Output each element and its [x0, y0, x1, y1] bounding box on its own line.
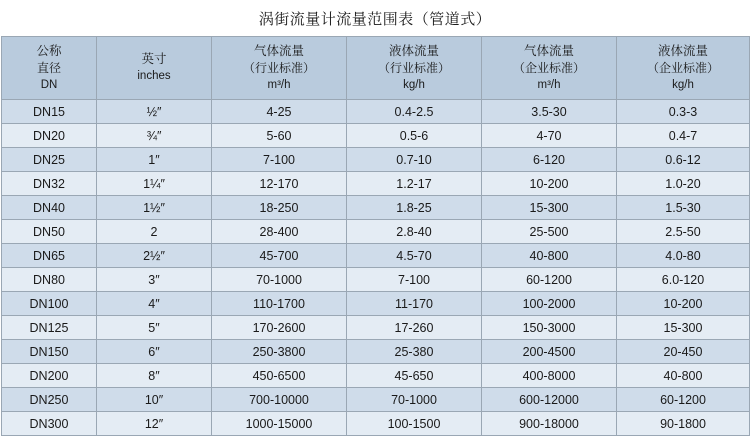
header-line-1: 液体流量 — [388, 43, 439, 58]
cell-gas-flow-enterprise: 600-12000 — [482, 388, 617, 412]
cell-gas-flow-enterprise: 25-500 — [482, 220, 617, 244]
cell-gas-flow-enterprise: 10-200 — [482, 172, 617, 196]
cell-inches: 10″ — [97, 388, 212, 412]
table-row — [2, 172, 750, 196]
cell-inches: 3″ — [97, 268, 212, 292]
table-row — [2, 244, 750, 268]
cell-gas-flow-industry: 1000-15000 — [212, 412, 347, 436]
table-row — [2, 100, 750, 124]
header-line-1: 气体流量 — [523, 43, 574, 58]
cell-liquid-flow-industry: 2.8-40 — [347, 220, 482, 244]
table-header — [2, 37, 750, 100]
cell-inches: 6″ — [97, 340, 212, 364]
cell-inches: 12″ — [97, 412, 212, 436]
table-header-row — [2, 37, 750, 100]
cell-liquid-flow-enterprise: 10-200 — [617, 292, 750, 316]
cell-gas-flow-industry: 450-6500 — [212, 364, 347, 388]
cell-nominal-diameter: DN50 — [2, 220, 97, 244]
table-body — [2, 100, 750, 436]
cell-liquid-flow-enterprise: 1.5-30 — [617, 196, 750, 220]
cell-inches: 1½″ — [97, 196, 212, 220]
header-line-1: 液体流量 — [657, 43, 708, 58]
cell-inches: 5″ — [97, 316, 212, 340]
page-title: 涡街流量计流量范围表（管道式） — [258, 11, 492, 28]
table-row — [2, 388, 750, 412]
cell-gas-flow-enterprise: 150-3000 — [482, 316, 617, 340]
cell-nominal-diameter: DN20 — [2, 124, 97, 148]
cell-inches: ¾″ — [97, 124, 212, 148]
cell-inches: 2½″ — [97, 244, 212, 268]
table-row — [2, 292, 750, 316]
cell-gas-flow-industry: 18-250 — [212, 196, 347, 220]
table-row — [2, 364, 750, 388]
cell-liquid-flow-enterprise: 0.3-3 — [617, 100, 750, 124]
cell-inches: 4″ — [97, 292, 212, 316]
header-line-2: （行业标准） — [377, 60, 450, 75]
cell-gas-flow-enterprise: 100-2000 — [482, 292, 617, 316]
cell-gas-flow-industry: 170-2600 — [212, 316, 347, 340]
header-line-3: kg/h — [403, 78, 425, 91]
header-line-1: 英寸 — [141, 52, 167, 66]
cell-nominal-diameter: DN80 — [2, 268, 97, 292]
column-header-inches — [97, 37, 212, 100]
cell-inches: ½″ — [97, 100, 212, 124]
table-row — [2, 412, 750, 436]
cell-gas-flow-industry: 70-1000 — [212, 268, 347, 292]
cell-gas-flow-industry: 45-700 — [212, 244, 347, 268]
cell-nominal-diameter: DN40 — [2, 196, 97, 220]
cell-liquid-flow-industry: 100-1500 — [347, 412, 482, 436]
cell-liquid-flow-enterprise: 20-450 — [617, 340, 750, 364]
flow-range-table — [1, 36, 750, 436]
cell-liquid-flow-enterprise: 90-1800 — [617, 412, 750, 436]
cell-liquid-flow-industry: 17-260 — [347, 316, 482, 340]
cell-liquid-flow-industry: 0.4-2.5 — [347, 100, 482, 124]
column-header-gas-flow-industry — [212, 37, 347, 100]
header-line-3: m³/h — [267, 78, 291, 91]
cell-gas-flow-enterprise: 6-120 — [482, 148, 617, 172]
cell-nominal-diameter: DN100 — [2, 292, 97, 316]
cell-liquid-flow-enterprise: 15-300 — [617, 316, 750, 340]
cell-nominal-diameter: DN65 — [2, 244, 97, 268]
cell-gas-flow-enterprise: 400-8000 — [482, 364, 617, 388]
table-row — [2, 148, 750, 172]
header-line-1: 气体流量 — [253, 43, 304, 58]
table-row — [2, 220, 750, 244]
cell-gas-flow-industry: 7-100 — [212, 148, 347, 172]
header-line-2: 直径 — [36, 60, 61, 75]
cell-liquid-flow-enterprise: 4.0-80 — [617, 244, 750, 268]
table-row — [2, 124, 750, 148]
cell-liquid-flow-industry: 0.7-10 — [347, 148, 482, 172]
cell-liquid-flow-industry: 4.5-70 — [347, 244, 482, 268]
cell-nominal-diameter: DN125 — [2, 316, 97, 340]
cell-liquid-flow-industry: 0.5-6 — [347, 124, 482, 148]
cell-liquid-flow-industry: 1.2-17 — [347, 172, 482, 196]
column-header-nominal-diameter — [2, 37, 97, 100]
cell-inches: 8″ — [97, 364, 212, 388]
cell-gas-flow-industry: 4-25 — [212, 100, 347, 124]
table-row — [2, 316, 750, 340]
cell-liquid-flow-industry: 25-380 — [347, 340, 482, 364]
cell-inches: 1″ — [97, 148, 212, 172]
cell-liquid-flow-enterprise: 2.5-50 — [617, 220, 750, 244]
cell-liquid-flow-industry: 70-1000 — [347, 388, 482, 412]
cell-liquid-flow-enterprise: 60-1200 — [617, 388, 750, 412]
cell-gas-flow-industry: 5-60 — [212, 124, 347, 148]
cell-liquid-flow-enterprise: 1.0-20 — [617, 172, 750, 196]
header-line-3: kg/h — [672, 78, 694, 91]
cell-gas-flow-enterprise: 15-300 — [482, 196, 617, 220]
cell-liquid-flow-industry: 1.8-25 — [347, 196, 482, 220]
header-line-2: （企业标准） — [512, 60, 585, 75]
cell-gas-flow-enterprise: 200-4500 — [482, 340, 617, 364]
column-header-liquid-flow-industry — [347, 37, 482, 100]
cell-gas-flow-enterprise: 900-18000 — [482, 412, 617, 436]
cell-nominal-diameter: DN300 — [2, 412, 97, 436]
cell-gas-flow-industry: 12-170 — [212, 172, 347, 196]
cell-gas-flow-enterprise: 4-70 — [482, 124, 617, 148]
cell-liquid-flow-industry: 7-100 — [347, 268, 482, 292]
cell-gas-flow-industry: 110-1700 — [212, 292, 347, 316]
cell-gas-flow-enterprise: 3.5-30 — [482, 100, 617, 124]
header-line-2: （行业标准） — [242, 60, 315, 75]
cell-liquid-flow-enterprise: 0.4-7 — [617, 124, 750, 148]
column-header-gas-flow-enterprise — [482, 37, 617, 100]
cell-gas-flow-industry: 700-10000 — [212, 388, 347, 412]
cell-nominal-diameter: DN200 — [2, 364, 97, 388]
cell-nominal-diameter: DN32 — [2, 172, 97, 196]
table-row — [2, 340, 750, 364]
column-header-liquid-flow-enterprise — [617, 37, 750, 100]
cell-nominal-diameter: DN250 — [2, 388, 97, 412]
table-row — [2, 196, 750, 220]
cell-liquid-flow-enterprise: 0.6-12 — [617, 148, 750, 172]
cell-liquid-flow-industry: 45-650 — [347, 364, 482, 388]
table-row — [2, 268, 750, 292]
cell-inches: 2 — [97, 220, 212, 244]
cell-liquid-flow-enterprise: 6.0-120 — [617, 268, 750, 292]
cell-gas-flow-enterprise: 40-800 — [482, 244, 617, 268]
header-line-3: DN — [40, 78, 58, 91]
cell-gas-flow-enterprise: 60-1200 — [482, 268, 617, 292]
cell-gas-flow-industry: 250-3800 — [212, 340, 347, 364]
cell-nominal-diameter: DN150 — [2, 340, 97, 364]
header-line-3: inches — [137, 70, 171, 82]
header-line-2: （企业标准） — [646, 60, 719, 75]
header-line-1: 公称 — [36, 43, 62, 58]
cell-nominal-diameter: DN15 — [2, 100, 97, 124]
cell-liquid-flow-industry: 11-170 — [347, 292, 482, 316]
cell-inches: 1¼″ — [97, 172, 212, 196]
cell-nominal-diameter: DN25 — [2, 148, 97, 172]
cell-liquid-flow-enterprise: 40-800 — [617, 364, 750, 388]
cell-gas-flow-industry: 28-400 — [212, 220, 347, 244]
header-line-3: m³/h — [537, 78, 561, 91]
